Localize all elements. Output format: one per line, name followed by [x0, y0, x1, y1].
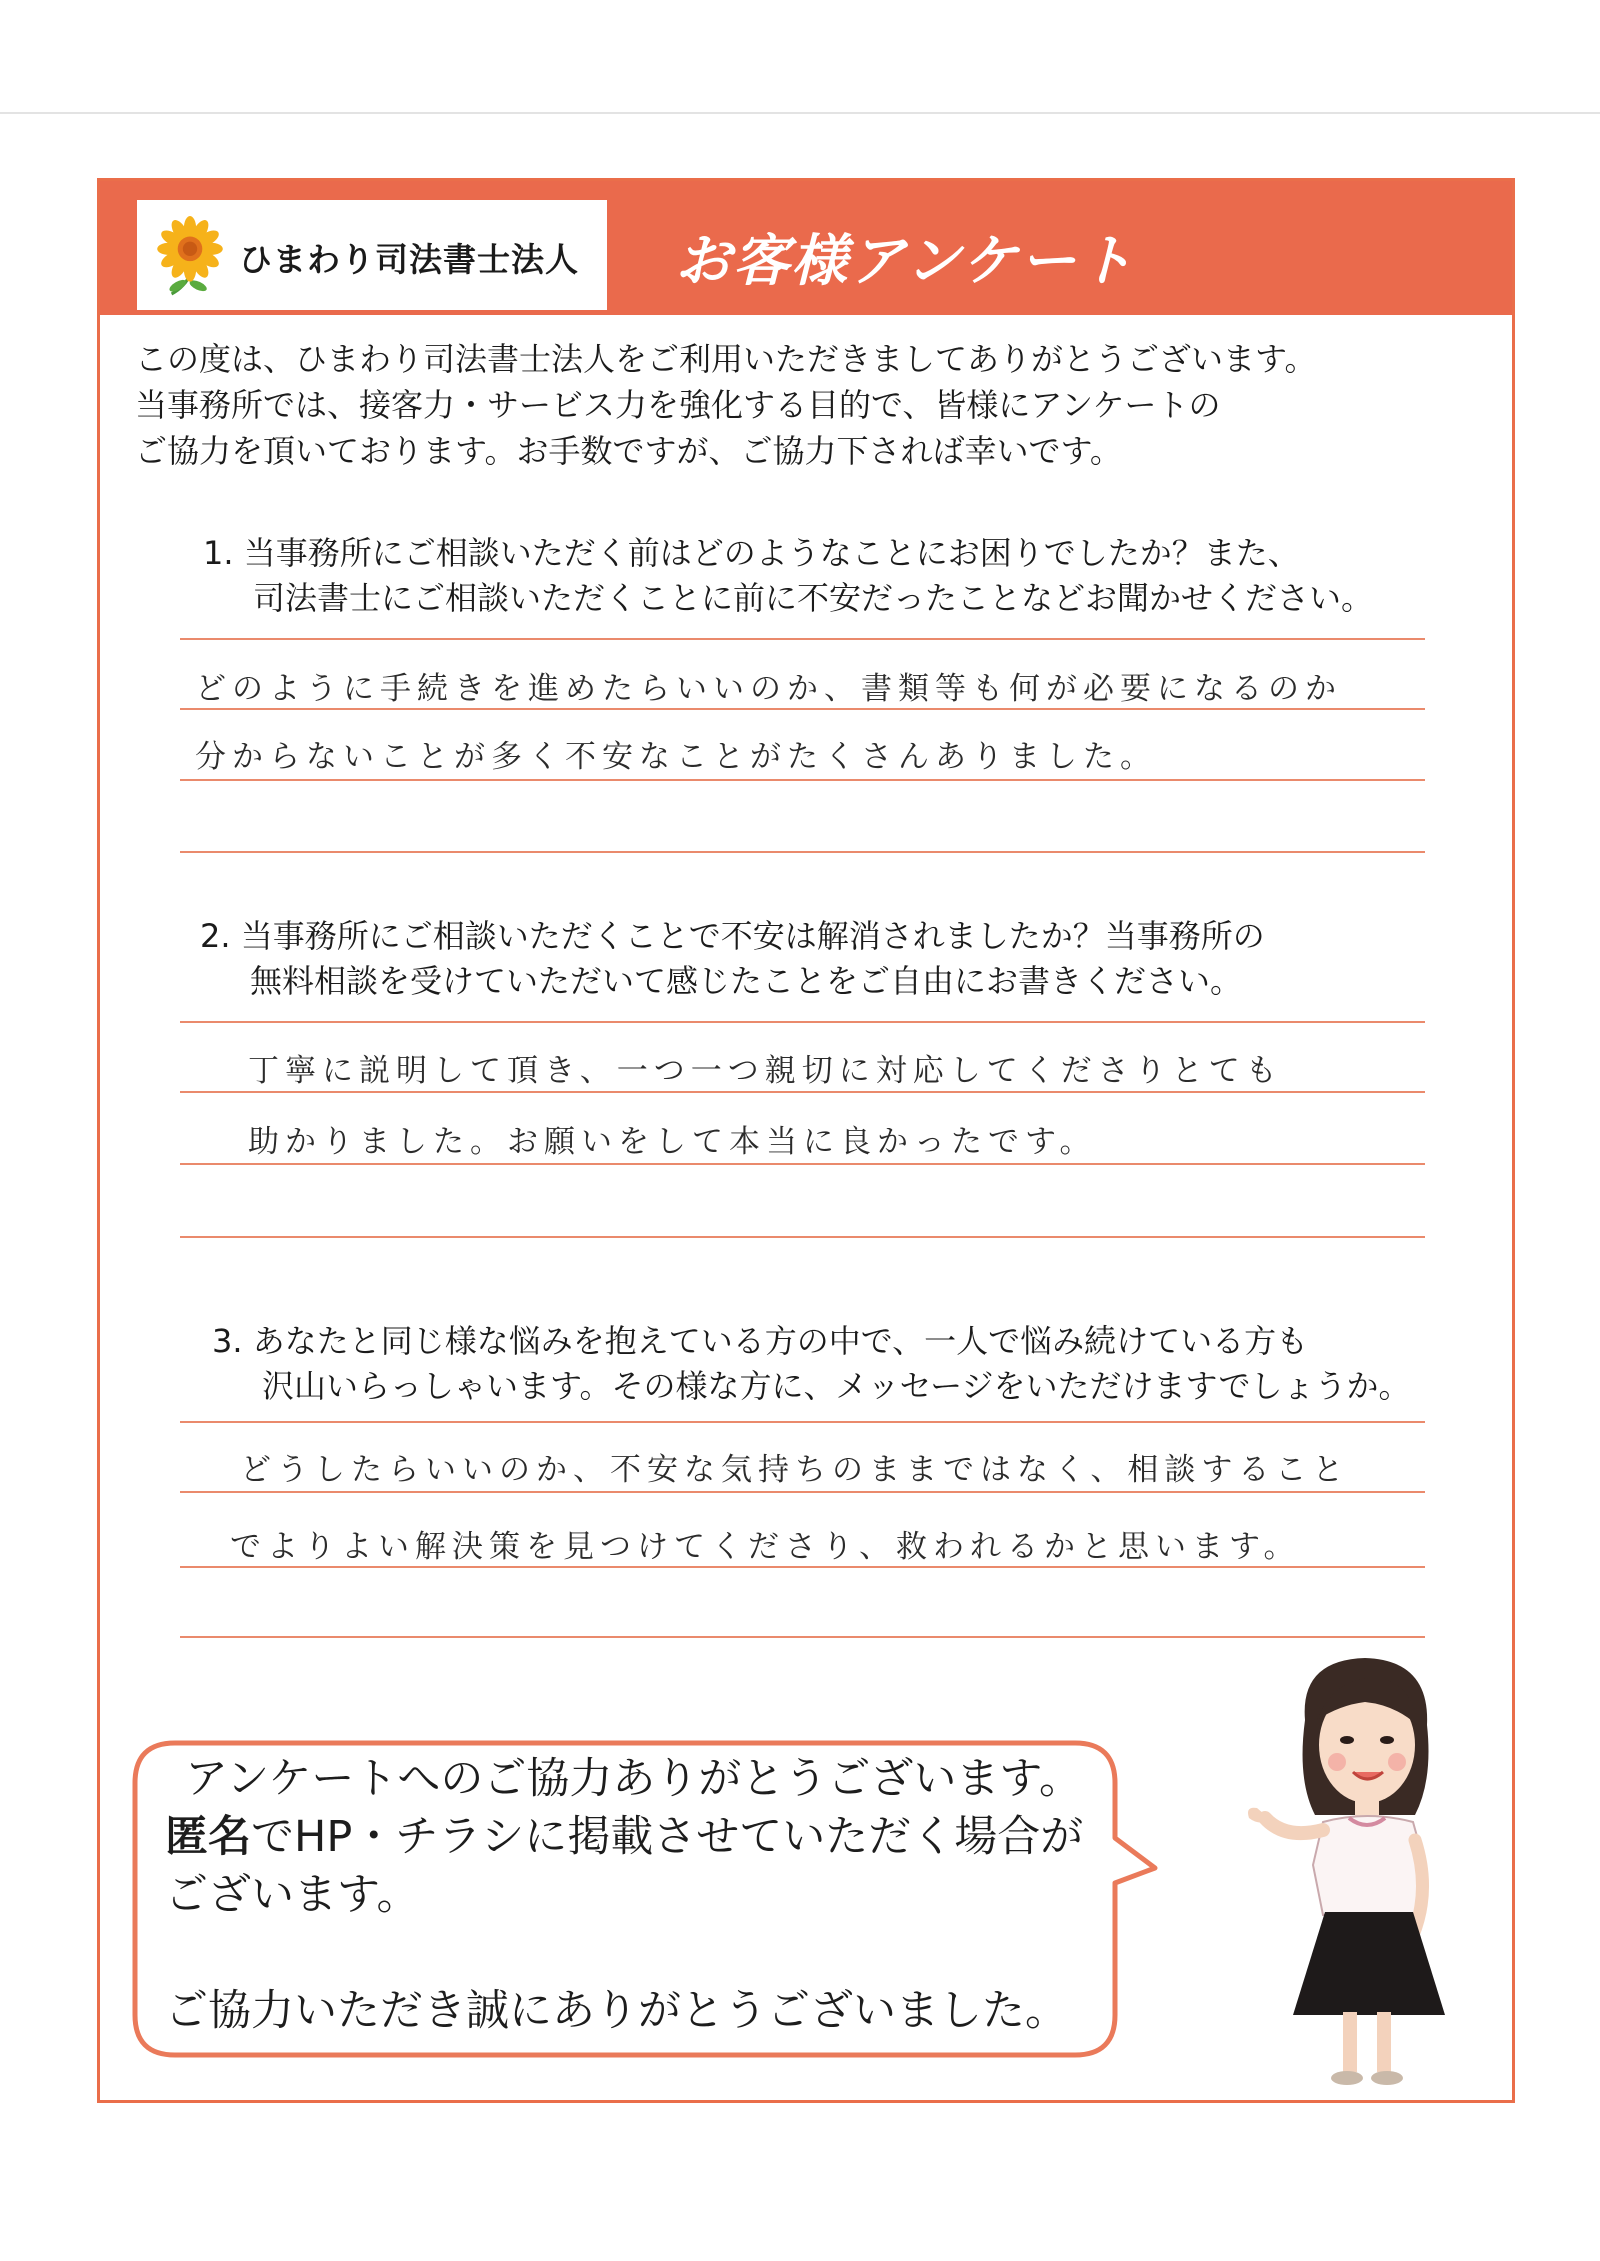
handwritten-answer: どうしたらいいのか、不安な気持ちのままではなく、相談すること	[240, 1452, 1350, 1488]
question-text: 3. あなたと同じ様な悩みを抱えている方の中で、一人で悩み続けている方も	[212, 1322, 1309, 1360]
closing-line-rest: でHP・チラシに掲載させていただく場合が	[251, 1812, 1084, 1862]
intro-line: 当事務所では、接客力・サービス力を強化する目的で、皆様にアンケートの	[135, 386, 1221, 424]
handwritten-answer: でよりよい解決策を見つけてくださり、救われるかと思います。	[230, 1529, 1301, 1565]
intro-line: ご協力を頂いております。お手数ですが、ご協力下されば幸いです。	[135, 432, 1122, 470]
handwritten-answer: 丁寧に説明して頂き、一つ一つ親切に対応してくださりとても	[248, 1053, 1283, 1089]
answer-rule	[180, 1491, 1425, 1493]
anonymous-emphasis: 匿名	[165, 1812, 251, 1862]
answer-rule	[180, 1091, 1425, 1093]
answer-rule	[180, 1566, 1425, 1568]
answer-rule	[180, 779, 1425, 781]
handwritten-answer: どのように手続きを進めたらいいのか、書類等も何が必要になるのか	[195, 671, 1342, 707]
answer-rule	[180, 1636, 1425, 1638]
question-2	[200, 914, 1265, 1004]
question-text: 2. 当事務所にご相談いただくことで不安は解消されましたか？当事務所の	[200, 917, 1265, 955]
company-logo	[137, 200, 607, 310]
question-text: 1. 当事務所にご相談いただく前はどのようなことにお困りでしたか？また、	[203, 534, 1300, 572]
question-text: 司法書士にご相談いただくことに前に不安だったことなどお聞かせください。	[253, 579, 1374, 617]
answer-rule	[180, 851, 1425, 853]
survey-title: お客様アンケート	[675, 229, 1136, 294]
spacer	[165, 1924, 1145, 1982]
handwritten-answer: 分からないことが多く不安なことがたくさんありました。	[195, 739, 1157, 775]
answer-rule	[180, 638, 1425, 640]
answer-rule	[180, 1163, 1425, 1165]
closing-line: アンケートへのご協力ありがとうございます。	[185, 1754, 1082, 1804]
header-band	[100, 181, 1512, 315]
intro-line: この度は、ひまわり司法書士法人をご利用いただきましてありがとうございます。	[135, 340, 1317, 378]
page-top-divider	[0, 112, 1600, 114]
closing-message	[165, 1750, 1145, 2040]
handwritten-answer: 助かりました。お願いをして本当に良かったです。	[248, 1124, 1097, 1160]
sunflower-icon	[149, 214, 231, 296]
question-text: 無料相談を受けていただいて感じたことをご自由にお書きください。	[250, 962, 1243, 1000]
intro-text	[135, 336, 1485, 474]
answer-rule	[180, 1421, 1425, 1423]
answer-rule	[180, 1021, 1425, 1023]
question-1	[203, 531, 1373, 621]
closing-line: ご協力いただき誠にありがとうございました。	[165, 1986, 1068, 2036]
question-3	[212, 1319, 1410, 1409]
question-text: 沢山いらっしゃいます。その様な方に、メッセージをいただけますでしょうか。	[262, 1367, 1411, 1405]
closing-line: ございます。	[165, 1870, 420, 1920]
answer-rule	[180, 708, 1425, 710]
closing-line	[165, 1808, 1145, 1866]
staff-woman-illustration	[1245, 1650, 1485, 2095]
company-name: ひまわり司法書士法人	[239, 240, 579, 279]
answer-rule	[180, 1236, 1425, 1238]
